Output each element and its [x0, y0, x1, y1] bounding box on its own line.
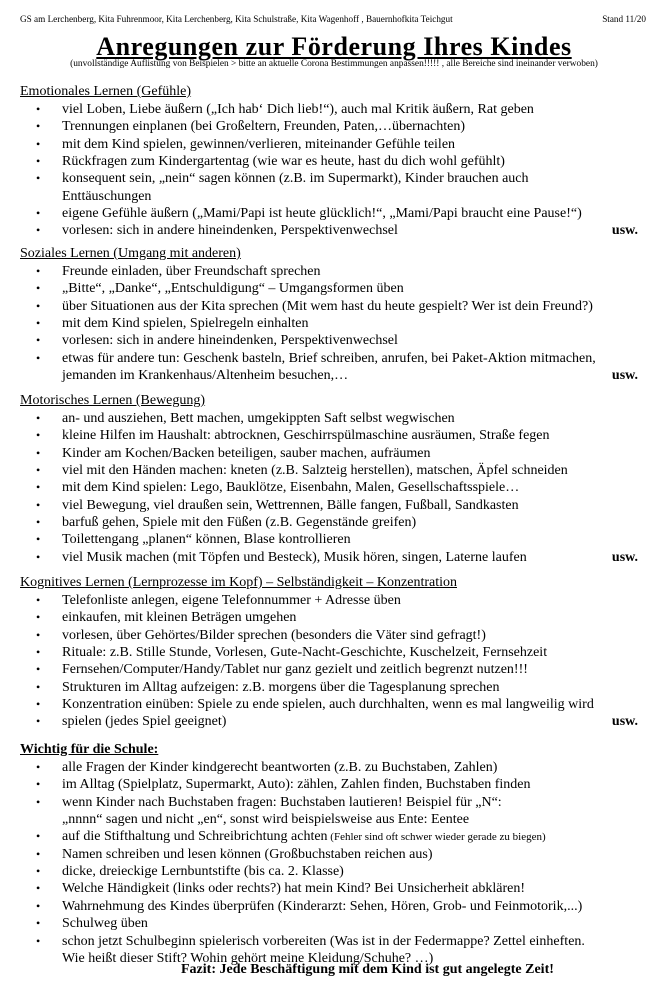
usw-label: usw. [611, 549, 638, 565]
bullet-icon: • [36, 829, 41, 844]
bullet-icon: • [36, 298, 41, 313]
list-item [36, 479, 638, 496]
document-subtitle: (unvollständige Auflistung von Beispielen > bitte an aktuelle Corona Bestimmungen anpassen!!!!! , alle Bereiche sind ineinander verwoben) [70, 59, 598, 69]
list-item-text: Welche Händigkeit (links oder rechts?) hat mein Kind? Bei Unsicherheit abklären! [62, 881, 526, 897]
list-item [36, 427, 638, 444]
bullet-icon: • [36, 206, 41, 221]
section-title: Soziales Lernen (Umgang mit anderen) [20, 246, 241, 261]
list-item [36, 644, 638, 661]
bullet-icon: • [36, 316, 41, 331]
list-item [36, 350, 638, 367]
bullet-icon: • [36, 281, 41, 296]
list-item-text: an- und ausziehen, Bett machen, umgekippten Saft selbst wegwischen [62, 411, 455, 426]
bullet-icon: • [36, 264, 41, 278]
list-item [36, 549, 638, 566]
list-item-text: schon jetzt Schulbeginn spielerisch vorbereiten (Was ist in der Federmappe? Zettel einheften. [62, 933, 585, 949]
list-item [36, 828, 638, 846]
list-item [36, 136, 638, 153]
list-item-text: Kinder am Kochen/Backen beteiligen, sauber machen, aufräumen [62, 445, 431, 461]
list-item [36, 315, 638, 332]
bullet-icon: • [36, 679, 41, 694]
list-item-text: mit dem Kind spielen, gewinnen/verlieren, miteinander Gefühle teilen [62, 136, 456, 152]
bullet-icon: • [36, 350, 41, 365]
bullet-icon: • [36, 933, 41, 948]
list-item [36, 609, 638, 626]
list-item [36, 445, 638, 462]
list-item [36, 898, 638, 915]
list-item-continuation [62, 811, 638, 828]
list-item [36, 696, 638, 713]
list-item-text: Enttäuschungen [62, 188, 152, 204]
section-title: Emotionales Lernen (Gefühle) [20, 84, 192, 99]
list-item [36, 661, 638, 678]
list-item-text: barfuß gehen, Spiele mit den Füßen (z.B. Gegenstände greifen) [62, 515, 417, 531]
bullet-icon: • [36, 480, 41, 495]
list-item-text: Trennungen einplanen (bei Großeltern, Freunden, Paten,…übernachten) [62, 119, 466, 135]
bullet-icon: • [36, 411, 41, 425]
list-item-text: vorlesen, über Gehörtes/Bilder sprechen (besonders die Väter sind gefragt!) [62, 627, 486, 643]
list-item [36, 118, 638, 135]
bullet-icon: • [36, 102, 41, 116]
list-item-text: einkaufen, mit kleinen Beträgen umgehen [62, 610, 297, 626]
list-item-continuation [62, 367, 638, 384]
bullet-icon: • [36, 549, 41, 564]
list-item [36, 514, 638, 531]
list-item [36, 627, 638, 644]
document-title-text: Anregungen zur Förderung Ihres Kindes [96, 32, 572, 61]
document-title [0, 33, 668, 61]
list-item [36, 222, 638, 239]
usw-label: usw. [611, 368, 638, 384]
list-item-text: über Situationen aus der Kita sprechen (Mit wem hast du heute gespielt? Wer ist dein Freund?) [62, 298, 593, 314]
list-item [36, 298, 638, 315]
list-item-text: Wie heißt dieser Stift? Wohin gehört meine Kleidung/Schuhe? …) [62, 950, 434, 966]
list-item [36, 759, 638, 776]
bullet-icon: • [36, 610, 41, 625]
list-item-text: vorlesen: sich in andere hineindenken, Perspektivenwechsel [62, 333, 398, 349]
list-item-text: viel Loben, Liebe äußern („Ich hab‘ Dich lieb!“), auch mal Kritik äußern, Rat geben [62, 102, 534, 117]
list-item-text: alle Fragen der Kinder kindgerecht beantworten (z.B. zu Buchstaben, Zahlen) [62, 760, 498, 775]
bullet-icon: • [36, 777, 41, 792]
list-item [36, 794, 638, 811]
list-item-text: vorlesen: sich in andere hineindenken, Perspektivenwechsel [62, 223, 398, 239]
bullet-icon: • [36, 898, 41, 913]
list-item-text: konsequent sein, „nein“ sagen können (z.B. im Supermarkt), Kinder brauchen auch [62, 171, 529, 187]
bullet-icon: • [36, 864, 41, 879]
bullet-icon: • [36, 154, 41, 169]
list-item [36, 170, 638, 187]
list-item [36, 846, 638, 863]
list-item [36, 713, 638, 730]
bullet-icon: • [36, 662, 41, 677]
list-item-text: mit dem Kind spielen, Spielregeln einhalten [62, 316, 309, 332]
list-item-text: viel mit den Händen machen: kneten (z.B. Salzteig herstellen), matschen, Äpfel schneiden [62, 463, 568, 479]
usw-label: usw. [611, 223, 638, 239]
list-item-text: „Bitte“, „Danke“, „Entschuldigung“ – Umgangsformen üben [62, 281, 404, 297]
bullet-icon: • [36, 515, 41, 530]
bullet-icon: • [36, 445, 41, 460]
bullet-icon: • [36, 846, 41, 861]
bullet-icon: • [36, 223, 41, 238]
list-item [36, 205, 638, 222]
fazit-line: Fazit: Jede Beschäftigung mit dem Kind ist gut angelegte Zeit! [181, 962, 554, 977]
bullet-icon: • [36, 881, 41, 896]
header-institutions: GS am Lerchenberg, Kita Fuhrenmoor, Kita Lerchenberg, Kita Schulstraße, Kita Wagenhoff , Bauernhofkita Teichgut [20, 14, 453, 24]
list-item [36, 280, 638, 297]
list-item [36, 497, 638, 514]
list-item-text: etwas für andere tun: Geschenk basteln, Brief schreiben, anrufen, bei Paket-Aktion mitmachen, [62, 350, 596, 366]
list-item [36, 153, 638, 170]
bullet-icon: • [36, 497, 41, 512]
list-item-text: eigene Gefühle äußern („Mami/Papi ist heute glücklich!“, „Mami/Papi braucht eine Pause!“) [62, 206, 582, 222]
bullet-icon: • [36, 627, 41, 642]
list-item [36, 592, 638, 609]
bullet-icon: • [36, 714, 41, 729]
list-item [36, 531, 638, 548]
list-item-text: Rituale: z.B. Stille Stunde, Vorlesen, Gute-Nacht-Geschichte, Kuschelzeit, Fernsehzeit [62, 645, 548, 661]
list-item [36, 863, 638, 880]
list-item-text: wenn Kinder nach Buchstaben fragen: Buchstaben lautieren! Beispiel für „N“: [62, 794, 502, 810]
list-item-text: jemanden im Krankenhaus/Altenheim besuchen,… [62, 368, 349, 384]
list-item [36, 462, 638, 479]
list-item-text: kleine Hilfen im Haushalt: abtrocknen, Geschirrspülmaschine ausräumen, Straße fegen [62, 428, 550, 444]
bullet-icon: • [36, 428, 41, 443]
list-item-text: Strukturen im Alltag aufzeigen: z.B. morgens über die Tagesplanung sprechen [62, 679, 500, 695]
list-item [36, 915, 638, 932]
list-item-continuation [62, 188, 638, 205]
bullet-icon: • [36, 119, 41, 134]
list-item-text: Toilettengang „planen“ können, Blase kontrollieren [62, 532, 351, 548]
list-item [36, 776, 638, 793]
list-item-text: Namen schreiben und lesen können (Großbuchstaben reichen aus) [62, 846, 433, 862]
list-item-text: Wahrnehmung des Kindes überprüfen (Kinderarzt: Sehen, Hören, Grob- und Feinmotorik,...) [62, 898, 583, 914]
bullet-icon: • [36, 333, 41, 348]
list-item [36, 933, 638, 950]
list-item [36, 332, 638, 349]
bullet-icon: • [36, 593, 41, 607]
header-stand: Stand 11/20 [602, 14, 646, 24]
list-item-text: Schulweg üben [62, 916, 148, 932]
bullet-icon: • [36, 794, 41, 809]
list-item-text: Fernsehen/Computer/Handy/Tablet nur ganz gezielt und zeitlich begrenzt nutzen!!! [62, 662, 528, 678]
list-item [36, 263, 638, 280]
list-item-text: viel Musik machen (mit Töpfen und Besteck), Musik hören, singen, Laterne laufen [62, 549, 527, 565]
list-item-text: auf die Stifthaltung und Schreibrichtung achten [62, 829, 328, 845]
list-item-text: viel Bewegung, viel draußen sein, Wettrennen, Bälle fangen, Fußball, Sandkasten [62, 497, 519, 513]
bullet-icon: • [36, 760, 41, 774]
list-item-text: im Alltag (Spielplatz, Supermarkt, Auto): zählen, Zahlen finden, Buchstaben finden [62, 777, 531, 793]
list-item [36, 101, 638, 118]
list-item [36, 679, 638, 696]
list-item-text: Rückfragen zum Kindergartentag (wie war es heute, hast du dich wohl gefühlt) [62, 154, 505, 170]
bullet-icon: • [36, 697, 41, 712]
list-item-text: Freunde einladen, über Freundschaft sprechen [62, 264, 321, 279]
list-item-text: spielen (jedes Spiel geeignet) [62, 714, 227, 730]
usw-label: usw. [611, 714, 638, 730]
bullet-icon: • [36, 136, 41, 151]
bullet-icon: • [36, 171, 41, 186]
section-title: Kognitives Lernen (Lernprozesse im Kopf) – Selbständigkeit – Konzentration [20, 575, 457, 590]
list-item-text: Telefonliste anlegen, eigene Telefonnummer + Adresse üben [62, 593, 401, 608]
list-item [36, 880, 638, 897]
bullet-icon: • [36, 532, 41, 547]
section-title: Motorisches Lernen (Bewegung) [20, 393, 206, 408]
list-item-text: mit dem Kind spielen: Lego, Bauklötze, Eisenbahn, Malen, Gesellschaftsspiele… [62, 480, 520, 496]
list-item [36, 410, 638, 427]
list-item-text: dicke, dreieckige Lernbuntstifte (bis ca. 2. Klasse) [62, 864, 344, 880]
section-title: Wichtig für die Schule: [20, 742, 159, 757]
list-item-note: (Fehler sind oft schwer wieder gerade zu biegen) [327, 831, 546, 844]
list-item-text: Konzentration einüben: Spiele zu ende spielen, auch durchhalten, wenn es mal langweilig wird [62, 697, 594, 713]
list-item-text: „nnnn“ sagen und nicht „en“, sonst wird beispielsweise aus Ente: Eentee [62, 812, 470, 828]
bullet-icon: • [36, 916, 41, 931]
bullet-icon: • [36, 463, 41, 478]
bullet-icon: • [36, 645, 41, 660]
